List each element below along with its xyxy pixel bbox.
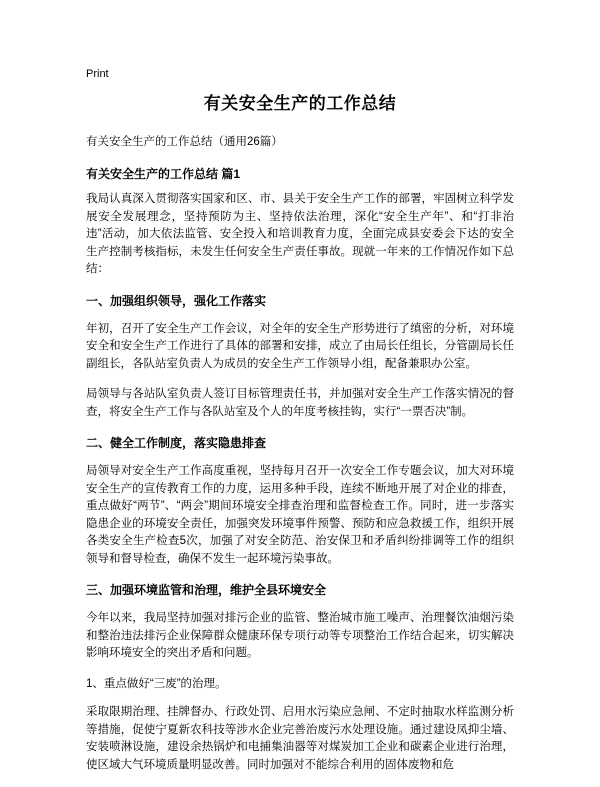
document-body: [86, 92, 514, 787]
section-subheading: 二、健全工作制度，落实隐患排查: [86, 436, 267, 450]
paragraph: 局领导对安全生产工作高度重视，坚持每月召开一次安全工作专题会议，加大对环境安全生产的宣传教育工作的力度，运用多种手段，连续不断地开展了对企业的排查，重点做好“两节”、“两会”期间环境安全排查治理和监督检查工作。同时，进一步落实隐患企业的环境安全责任，加强突发环境事件预警、预防和应急救援工作，组织开展各类安全生产检查5次，加强了对安全防范、治安保卫和矛盾纠纷排调等工作的组织领导和督导检查，确保不发生一起环境污染事故。: [86, 465, 514, 565]
section-subheading: 三、加强环境监管和治理，维护全县环境安全: [86, 583, 327, 597]
paragraph: 我局认真深入贯彻落实国家和区、市、县关于安全生产工作的部署，牢固树立科学发展安全发展理念，坚持预防为主、坚持依法治理，深化“安全生产年”、和“打非治违”活动，加大依法监管、安全投入和培训教育力度，全面完成县安委会下达的安全生产控制考核指标，未发生任何安全生产责任事故。现就一年来的工作情况作如下总结：: [86, 193, 514, 275]
section-subheading: 一、加强组织领导，强化工作落实: [86, 293, 267, 308]
page-title: 有关安全生产的工作总结: [203, 94, 397, 113]
print-button[interactable]: Print: [86, 68, 109, 80]
paragraph: 采取限期治理、挂牌督办、行政处罚、启用水污染应急闸、不定时抽取水样监测分析等措施，促使宁夏新农科技等涉水企业完善治废污水处理设施。通过建设凤抑尘墙、安装喷淋设施，建设余热锅炉和电捕集油器等对煤炭加工企业和碳素企业进行治理，使区域大气环境质量明显改善。同时加强对不能综合利用的固体废物和危: [86, 706, 514, 771]
paragraph: 局领导与各站队室负责人签订目标管理责任书，并加强对安全生产工作落实情况的督查，将安全生产工作与各队站室及个人的年度考核挂钩，实行“一票否决”制。: [86, 388, 514, 418]
document-lead: 有关安全生产的工作总结（通用26篇）: [86, 136, 283, 148]
section-heading: 有关安全生产的工作总结 篇1: [86, 167, 241, 181]
paragraph: 今年以来，我局坚持加强对排污企业的监管、整治城市施工噪声、治理餐饮油烟污染和整治违法排污企业保障群众健康环保专项行动等专项整治工作结合起来，切实解决影响环境安全的突出矛盾和问题。: [86, 612, 514, 659]
numbered-item: 1、重点做好“三废”的治理。: [86, 677, 227, 690]
paragraph: 年初，召开了安全生产工作会议，对全年的安全生产形势进行了缜密的分析，对环境安全和安全生产工作进行了具体的部署和安排，成立了由局长任组长，分管副局长任副组长，各队站室负责人为成员的安全生产工作领导小组，配备兼职办公室。: [86, 322, 514, 370]
